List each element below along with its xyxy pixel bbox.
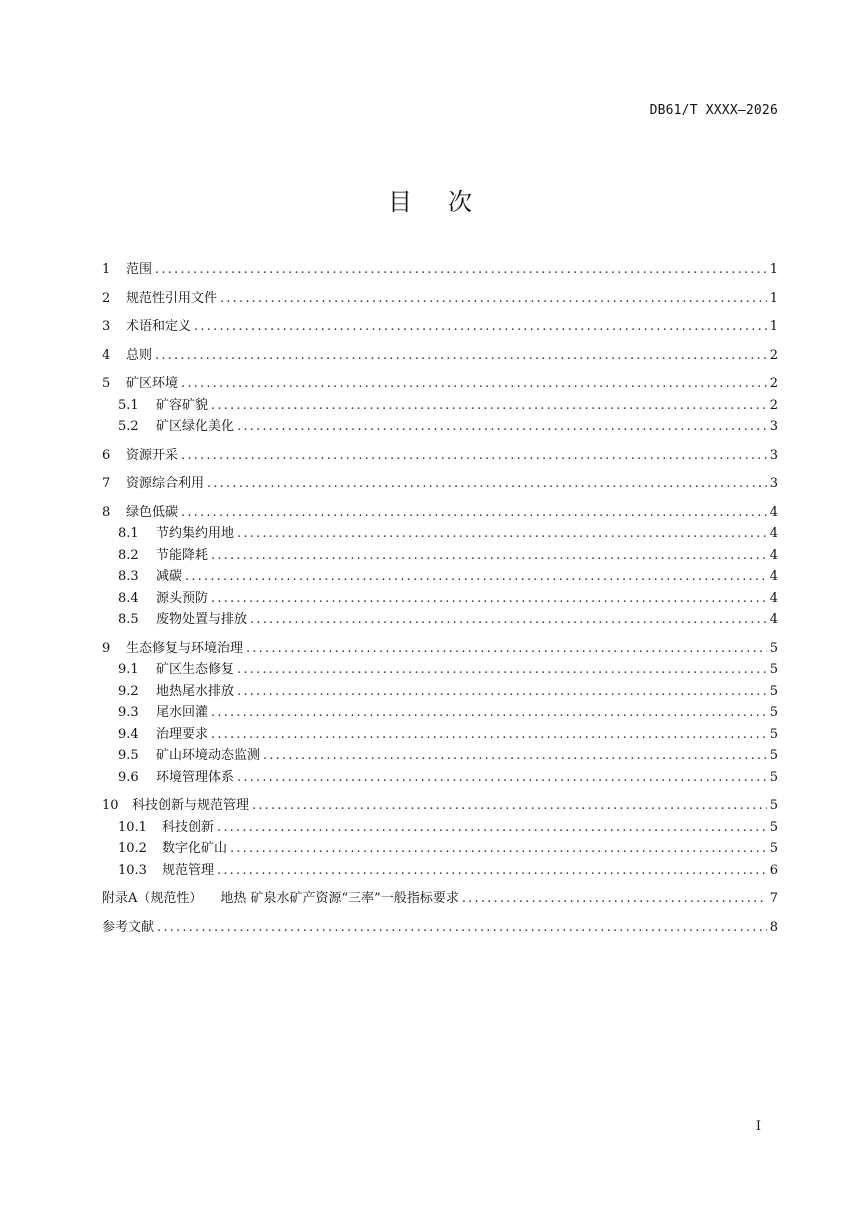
toc-entry-label: 节能降耗 xyxy=(156,547,209,563)
toc-entry-page: 4 xyxy=(769,569,778,584)
toc-entry[interactable] xyxy=(102,565,778,587)
toc-entry[interactable] xyxy=(102,658,778,680)
toc-entry[interactable] xyxy=(102,372,778,394)
toc-entry-page: 1 xyxy=(769,262,778,277)
toc-leader-dots xyxy=(181,448,767,463)
document-code: DB61/T XXXX—2026 xyxy=(649,103,778,118)
toc-entry-page: 6 xyxy=(769,862,778,878)
toc-leader-dots xyxy=(230,841,767,856)
toc-entry-label: 地热尾水排放 xyxy=(156,683,235,699)
toc-entry-label: 绿色低碳 xyxy=(126,504,179,520)
toc-entry-page: 2 xyxy=(769,397,778,413)
toc-entry-page: 4 xyxy=(769,612,778,627)
toc-leader-dots xyxy=(252,798,767,813)
toc-entry-number: 附录A（规范性） xyxy=(102,891,203,906)
toc-leader-dots xyxy=(207,476,767,491)
toc-entry-label: 参考文献 xyxy=(102,919,155,935)
toc-entry-label: 术语和定义 xyxy=(126,319,192,334)
toc-entry-page: 4 xyxy=(769,547,778,563)
toc-entry-page: 5 xyxy=(769,683,778,699)
toc-leader-dots xyxy=(211,548,767,563)
toc-leader-dots xyxy=(194,319,767,334)
toc-entry-number: 2 xyxy=(102,290,111,306)
toc-entry-label: 废物处置与排放 xyxy=(156,612,248,627)
toc-entry[interactable] xyxy=(102,701,778,723)
toc-leader-dots xyxy=(157,920,767,935)
toc-entry-page: 5 xyxy=(769,819,778,835)
toc-entry-page: 5 xyxy=(769,705,778,720)
toc-entry[interactable] xyxy=(102,887,778,909)
toc-entry-label: 矿区绿化美化 xyxy=(156,419,235,434)
toc-entry-page: 4 xyxy=(769,590,778,606)
toc-entry-page: 5 xyxy=(769,640,778,656)
toc-entry-page: 1 xyxy=(769,319,778,334)
toc-entry-number: 9.6 xyxy=(118,769,139,785)
toc-entry-label: 范围 xyxy=(126,262,153,277)
toc-entry-label: 资源开采 xyxy=(126,447,179,463)
toc-entry-number: 8.5 xyxy=(118,612,139,627)
toc-entry[interactable] xyxy=(102,315,778,337)
toc-leader-dots xyxy=(181,376,767,391)
toc-entry-page: 3 xyxy=(769,447,778,463)
toc-entry-label: 矿区环境 xyxy=(126,376,179,391)
toc-entry-label: 减碳 xyxy=(156,569,183,584)
toc-entry-number: 8.2 xyxy=(118,547,139,563)
toc-entry-number: 4 xyxy=(102,347,111,363)
toc-leader-dots xyxy=(237,419,767,434)
toc-entry[interactable] xyxy=(102,637,778,659)
toc-entry-label: 地热 矿泉水矿产资源“三率”一般指标要求 xyxy=(220,891,459,906)
toc-entry-label: 生态修复与环境治理 xyxy=(126,640,244,656)
toc-entry-number: 8.4 xyxy=(118,590,139,606)
toc-leader-dots xyxy=(211,591,767,606)
toc-entry-page: 5 xyxy=(769,748,778,763)
toc-entry-label: 科技创新与规范管理 xyxy=(132,798,250,813)
toc-leader-dots xyxy=(211,727,767,742)
toc-entry-number: 10 xyxy=(102,798,119,813)
toc-entry-label: 规范性引用文件 xyxy=(126,290,218,306)
toc-entry-page: 4 xyxy=(769,526,778,541)
toc-leader-dots xyxy=(246,641,767,656)
toc-entry-number: 10.2 xyxy=(118,841,147,856)
toc-entry-label: 总则 xyxy=(126,347,153,363)
toc-leader-dots xyxy=(237,526,767,541)
toc-entry[interactable] xyxy=(102,837,778,859)
toc-entry[interactable] xyxy=(102,916,778,938)
toc-entry-page: 5 xyxy=(769,798,778,813)
toc-entry-label: 环境管理体系 xyxy=(156,769,235,785)
toc-entry-page: 3 xyxy=(769,419,778,434)
toc-entry-page: 8 xyxy=(769,919,778,935)
toc-leader-dots xyxy=(250,612,767,627)
toc-leader-dots xyxy=(211,398,767,413)
toc-entry[interactable] xyxy=(102,415,778,437)
toc-entry-number: 8 xyxy=(102,504,111,520)
toc-entry-number: 9 xyxy=(102,640,111,656)
toc-entry-label: 源头预防 xyxy=(156,590,209,606)
toc-entry-label: 节约集约用地 xyxy=(156,526,235,541)
toc-entry-number: 9.1 xyxy=(118,662,139,677)
toc-entry[interactable] xyxy=(102,344,778,366)
toc-leader-dots xyxy=(155,262,767,277)
toc-entry-page: 5 xyxy=(769,726,778,742)
toc-entry-number: 8.1 xyxy=(118,526,139,541)
toc-entry-page: 3 xyxy=(769,476,778,491)
toc-entry-number: 9.4 xyxy=(118,726,139,742)
toc-entry-label: 尾水回灌 xyxy=(156,705,209,720)
toc-leader-dots xyxy=(263,748,767,763)
toc-entry-number: 9.2 xyxy=(118,683,139,699)
page-number: I xyxy=(755,1119,761,1134)
toc-leader-dots xyxy=(220,291,767,306)
toc-entry-number: 10.1 xyxy=(118,819,147,835)
toc-leader-dots xyxy=(237,770,767,785)
toc-entry-page: 4 xyxy=(769,504,778,520)
toc-leader-dots xyxy=(181,505,767,520)
toc-entry-page: 2 xyxy=(769,376,778,391)
toc-entry[interactable] xyxy=(102,723,778,745)
toc-entry-page: 1 xyxy=(769,290,778,306)
toc-entry-number: 5 xyxy=(102,376,111,391)
toc-entry[interactable] xyxy=(102,544,778,566)
toc-entry-label: 矿山环境动态监测 xyxy=(156,748,261,763)
toc-entry-number: 5.2 xyxy=(118,419,139,434)
toc-entry-page: 5 xyxy=(769,769,778,785)
toc-entry-page: 5 xyxy=(769,841,778,856)
toc-entry-label: 矿容矿貌 xyxy=(156,397,209,413)
toc-entry[interactable] xyxy=(102,501,778,523)
toc-entry[interactable] xyxy=(102,394,778,416)
toc-entry[interactable] xyxy=(102,608,778,630)
toc-entry-number: 10.3 xyxy=(118,862,147,878)
toc-entry[interactable] xyxy=(102,680,778,702)
toc-entry[interactable] xyxy=(102,744,778,766)
toc-leader-dots xyxy=(185,569,767,584)
toc-leader-dots xyxy=(155,348,767,363)
toc-leader-dots xyxy=(462,891,767,906)
toc-entry[interactable] xyxy=(102,522,778,544)
toc-entry[interactable] xyxy=(102,258,778,280)
toc-entry-label: 矿区生态修复 xyxy=(156,662,235,677)
toc-entry-page: 5 xyxy=(769,662,778,677)
toc-entry-page: 2 xyxy=(769,347,778,363)
toc-entry[interactable] xyxy=(102,287,778,309)
toc-entry-number: 5.1 xyxy=(118,397,139,413)
toc-entry-number: 8.3 xyxy=(118,569,139,584)
toc-entry[interactable] xyxy=(102,444,778,466)
toc-entry-page: 7 xyxy=(769,891,778,906)
toc-entry[interactable] xyxy=(102,794,778,816)
toc-entry[interactable] xyxy=(102,859,778,881)
toc-entry-label: 科技创新 xyxy=(162,819,215,835)
toc-entry[interactable] xyxy=(102,587,778,609)
toc-entry-label: 资源综合利用 xyxy=(126,476,205,491)
toc-entry-number: 3 xyxy=(102,319,111,334)
toc-entry-label: 规范管理 xyxy=(162,862,215,878)
toc-entry-label: 数字化矿山 xyxy=(162,841,228,856)
toc-leader-dots xyxy=(237,684,767,699)
toc-entry-number: 9.3 xyxy=(118,705,139,720)
toc-leader-dots xyxy=(237,662,767,677)
toc-entry[interactable] xyxy=(102,472,778,494)
toc-leader-dots xyxy=(217,820,767,835)
toc-entry-label: 治理要求 xyxy=(156,726,209,742)
page-title: 目次 xyxy=(388,188,508,216)
toc-entry-number: 6 xyxy=(102,447,111,463)
toc-entry-number: 7 xyxy=(102,476,111,491)
toc-entry-number: 9.5 xyxy=(118,748,139,763)
toc-entry[interactable] xyxy=(102,766,778,788)
toc-leader-dots xyxy=(211,705,767,720)
table-of-contents xyxy=(102,258,778,937)
toc-leader-dots xyxy=(217,863,767,878)
toc-entry[interactable] xyxy=(102,816,778,838)
toc-entry-number: 1 xyxy=(102,262,111,277)
